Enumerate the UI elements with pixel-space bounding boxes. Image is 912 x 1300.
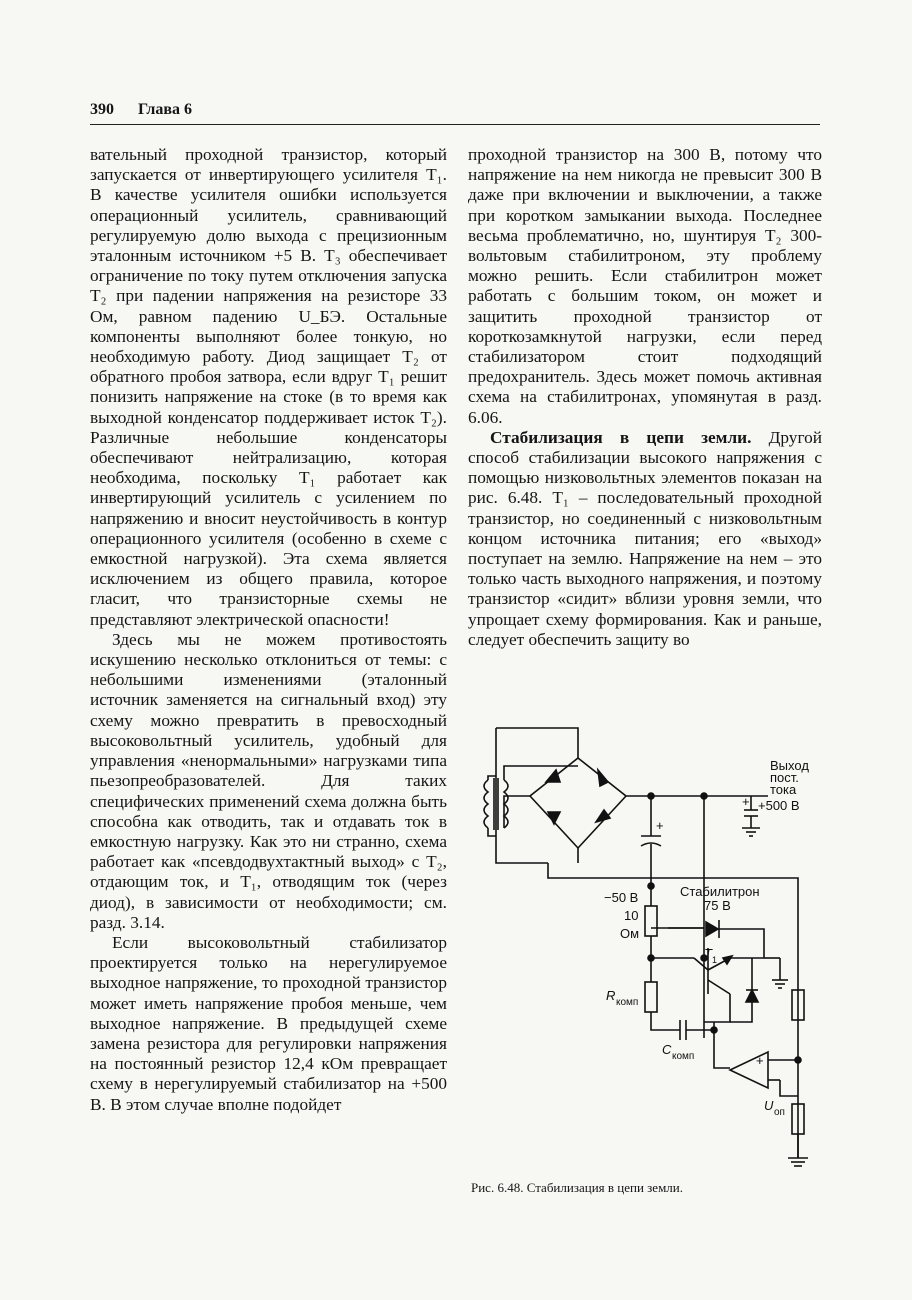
run-in-heading: Стабилизация в цепи земли. (490, 427, 752, 447)
right-column (468, 145, 822, 650)
zener-label-line1: Стабилитрон (680, 884, 760, 899)
circuit-figure (468, 718, 822, 1178)
figure-caption: Рис. 6.48. Стабилизация в цепи земли. (471, 1180, 683, 1195)
zener-diode (668, 920, 764, 958)
paragraph-body: Другой способ стабилизации высокого напряжения с помощью низковольтных элементов показан на рис. 6.48. T₁ – последовательный проходной транзистор, но соединенный с низковольтным концом источника питания; его «выход» поступает на землю. Напряжение на нем – это только часть выходного напряжения, и поэтому транзистор «сидит» вблизи уровня земли, что упрощает схему формирования. Как и раньше, следует обеспечить защиту во (468, 427, 822, 649)
resistor-unit-label: Ом (620, 926, 640, 941)
op-amp (730, 1052, 801, 1096)
r-comp-label-sub: комп (616, 997, 639, 1008)
page-number: 390 (90, 101, 114, 118)
opamp-plus: + (756, 1053, 764, 1068)
neg-voltage-label: −50 В (604, 890, 639, 905)
paragraph: вательный проходной транзистор, который запускается от инвертирующего усилителя T₁. В качестве усилителя ошибки используется операционный усилитель, сравнивающий регулируемую долю выхода с прецизионным эталонным источником +5 В. T₃ обеспечивает ограничение по току путем отключения запуска T₂ при падении напряжения на резисторе 33 Ом, равном падению U_БЭ. Остальные компоненты выполняют более тонкую, но необходимую работу. Диод защищает T₂ от обратного пробоя затвора, если вдруг T₁ решит понизить напряжение на стоке (в то время как выходной конденсатор поддерживает исток T₂). Различные небольшие конденсаторы обеспечивают нейтрализацию, которая необходима, поскольку T₁ работает как инвертирующий усилитель с усилением по напряжению и вносит неустойчивость в контур операционного усилителя (особенно в схеме с емкостной нагрузкой). Эта схема является исключением из общего правила, которое гласит, что транзисторные схемы не представляют электрической опасности! (90, 145, 447, 629)
c-comp-label-sub: комп (672, 1051, 695, 1062)
filter-capacitor (641, 796, 661, 906)
zener-label-line2: 75 В (704, 898, 731, 913)
protection-diode (730, 958, 758, 1022)
u-ref-label: U (764, 1098, 774, 1113)
output-voltage-label: +500 В (758, 798, 800, 813)
left-column (90, 145, 447, 1115)
output-label-line2: пост. (770, 770, 799, 785)
resistor-value-label: 10 (624, 908, 639, 923)
plus-sign: + (742, 794, 750, 809)
paragraph (468, 428, 822, 650)
running-header (90, 101, 820, 125)
output-terminal (648, 793, 760, 1038)
transistor-label-sub: 1 (712, 955, 718, 965)
transistor-label: T (704, 946, 712, 961)
output-label-line3: тока (770, 782, 797, 797)
paragraph: проходной транзистор на 300 В, потому что напряжение на нем никогда не превысит 300 В даже при включении и выключении, а также при коротком замыкании выхода. Последнее весьма проблематично, но, шунтируя T₂ 300-вольтовым стабилитроном, эту проблему можно решить. Если стабилитрон может работать с большим током, он может и защитить проходной транзистор от короткозамкнутой нагрузки, если перед стабилизатором стоит подходящий предохранитель. Здесь может помочь активная схема на стабилитронах, упомянутая в разд. 6.06. (468, 145, 822, 427)
paragraph: Здесь мы не можем противостоять искушению несколько отклониться от темы: с небольшими изменениями (эталонный источник заменяется на сигнальный вход) эту схему можно превратить в превосходный высоковольтный усилитель, удобный для управления «ненормальными» нагрузками типа пьезопреобразователей. Для таких специфических применений схема должна быть способна как отводить, так и отдавать ток в емкостную нагрузку. Как это ни странно, схема работает как «псевдодвухтактный выход» с T₂, отдающим ток, и T₁, отводящим ток (через диод), в зависимости от необходимости; см. разд. 3.14. (90, 629, 447, 932)
circuit-diagram (468, 718, 822, 1178)
transistor-t1 (651, 948, 788, 1022)
output-label-line1: Выход (770, 758, 809, 773)
resistor-10-ohm (645, 906, 704, 961)
c-comp-label: C (662, 1042, 672, 1057)
capacitor-plus-sign: + (656, 818, 664, 833)
chapter-title: Глава 6 (138, 101, 192, 118)
u-ref-label-sub: оп (774, 1107, 785, 1118)
r-comp-label: R (606, 988, 616, 1003)
paragraph: Если высоковольтный стабилизатор проектируется только на нерегулируемое выходное напряжение, то проходной транзистор может иметь напряжение пробоя меньше, чем выходное напряжение. В предыдущей схеме замена резистора для регулировки напряжения на постоянный резистор 12,4 кОм превращает схему в нерегулируемый стабилизатор на +500 В. В этом случае вполне подойдет (90, 932, 447, 1114)
